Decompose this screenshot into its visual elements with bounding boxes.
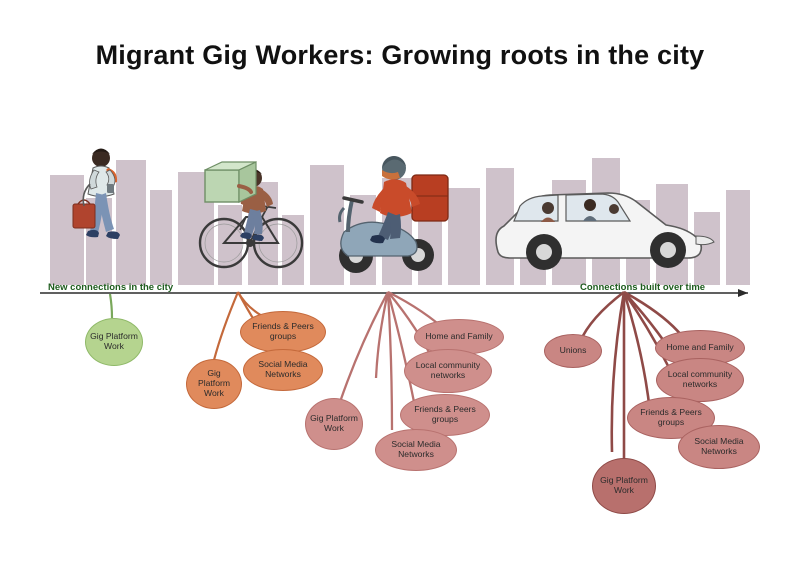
node-social-media-stage4[interactable]: [678, 425, 760, 469]
axis-left-label: New connections in the city: [48, 282, 174, 293]
node-social-media-stage2[interactable]: [243, 349, 323, 391]
node-label: Local community networks: [667, 369, 733, 389]
node-label: Home and Family: [425, 331, 493, 342]
node-local-community-stage4[interactable]: [656, 358, 744, 402]
node-label: Home and Family: [666, 342, 734, 353]
node-label: Social Media Networks: [694, 436, 744, 456]
node-friends-peers-stage2[interactable]: [240, 311, 326, 353]
node-gig-platform-work-stage2[interactable]: [186, 359, 242, 409]
node-label: Friends & Peers groups: [640, 407, 702, 427]
node-label: Friends & Peers groups: [414, 404, 476, 424]
node-label: Gig Platform Work: [90, 331, 138, 351]
node-label: Unions: [559, 345, 587, 356]
node-label: Social Media Networks: [391, 439, 441, 459]
roots-stage-1: [110, 294, 112, 318]
node-label: Friends & Peers groups: [252, 321, 314, 341]
node-gig-platform-work-stage1[interactable]: [85, 318, 143, 366]
node-label: Gig Platform Work: [310, 413, 358, 433]
node-label: Gig Platform Work: [600, 475, 648, 495]
node-social-media-stage3[interactable]: [375, 429, 457, 471]
node-gig-platform-work-stage3[interactable]: [305, 398, 363, 450]
city-skyline-illustration: [0, 120, 800, 285]
node-label: Gig Platform Work: [198, 368, 230, 398]
page-title: Migrant Gig Workers: Growing roots in the city: [95, 40, 705, 70]
node-gig-platform-work-stage4[interactable]: [592, 458, 656, 514]
axis-right-label: Connections built over time: [580, 282, 706, 293]
node-label: Social Media Networks: [258, 359, 308, 379]
node-unions-stage4[interactable]: [544, 334, 602, 368]
node-local-community-stage3[interactable]: [404, 349, 492, 393]
node-label: Local community networks: [415, 360, 481, 380]
